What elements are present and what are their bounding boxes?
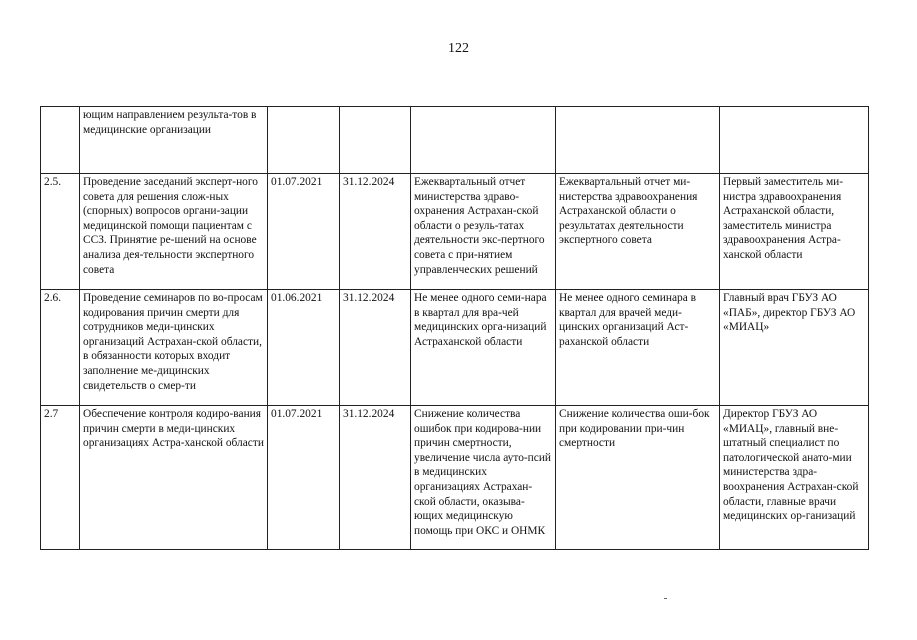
cell-indicator: Ежеквартальный отчет министерства здраво-охранения Астрахан-ской области о резуль-татах деятельности экс-пертного совета с при-нятием управленческих решений xyxy=(411,174,556,290)
cell-event: Проведение семинаров по во-просам кодирования причин смерти для сотрудников меди-цинских организаций Астрахан-ской области, в обязанности которых входит заполнение ме-дицинских свидетельств о смер-ти xyxy=(80,290,268,406)
page-number: 122 xyxy=(448,41,469,56)
table-row xyxy=(41,174,869,290)
cell-event: Обеспечение контроля кодиро-вания причин смерти в меди-цинских организациях Астра-ханской области xyxy=(80,406,268,550)
cell-event: ющим направлением результа-тов в медицинские организации xyxy=(80,107,268,174)
cell-end-date: 31.12.2024 xyxy=(340,290,411,406)
cell-indicator xyxy=(411,107,556,174)
cell-indicator: Снижение количества ошибок при кодирова-нии причин смертности, увеличение числа ауто-псий в медицинских организациях Астрахан-ской области, оказыва-ющих медицинскую помощь при ОКС и ОНМК xyxy=(411,406,556,550)
cell-responsible xyxy=(720,107,869,174)
measures-table xyxy=(40,106,869,550)
cell-responsible: Директор ГБУЗ АО «МИАЦ», главный вне-штатный специалист по патологической анато-мии министерства здра-воохранения Астрахан-ской области, главные врачи медицинских ор-ганизаций xyxy=(720,406,869,550)
cell-start-date: 01.07.2021 xyxy=(268,174,340,290)
cell-number: 2.6. xyxy=(41,290,80,406)
cell-end-date xyxy=(340,107,411,174)
cell-result: Снижение количества оши-бок при кодировании при-чин смертности xyxy=(556,406,720,550)
cell-end-date: 31.12.2024 xyxy=(340,174,411,290)
cell-event: Проведение заседаний эксперт-ного совета для решения слож-ных (спорных) вопросов органи-зации медицинской помощи пациентам с ССЗ. Принятие ре-шений на основе анализа дея-тельности экспертного совета xyxy=(80,174,268,290)
cell-number: 2.7 xyxy=(41,406,80,550)
cell-result: Не менее одного семинара в квартал для врачей меди-цинских организаций Аст-раханской области xyxy=(556,290,720,406)
scan-speck xyxy=(664,598,667,599)
cell-result: Ежеквартальный отчет ми-нистерства здравоохранения Астраханской области о результатах деятельности экспертного совета xyxy=(556,174,720,290)
table-row xyxy=(41,290,869,406)
cell-result xyxy=(556,107,720,174)
cell-responsible: Первый заместитель ми-нистра здравоохранения Астраханской области, заместитель министра здравоохранения Астра-ханской области xyxy=(720,174,869,290)
table-row xyxy=(41,406,869,550)
cell-responsible: Главный врач ГБУЗ АО «ПАБ», директор ГБУЗ АО «МИАЦ» xyxy=(720,290,869,406)
cell-end-date: 31.12.2024 xyxy=(340,406,411,550)
cell-number: 2.5. xyxy=(41,174,80,290)
cell-number xyxy=(41,107,80,174)
cell-indicator: Не менее одного семи-нара в квартал для вра-чей медицинских орга-низаций Астраханской области xyxy=(411,290,556,406)
cell-start-date xyxy=(268,107,340,174)
table-row xyxy=(41,107,869,174)
cell-start-date: 01.06.2021 xyxy=(268,290,340,406)
cell-start-date: 01.07.2021 xyxy=(268,406,340,550)
